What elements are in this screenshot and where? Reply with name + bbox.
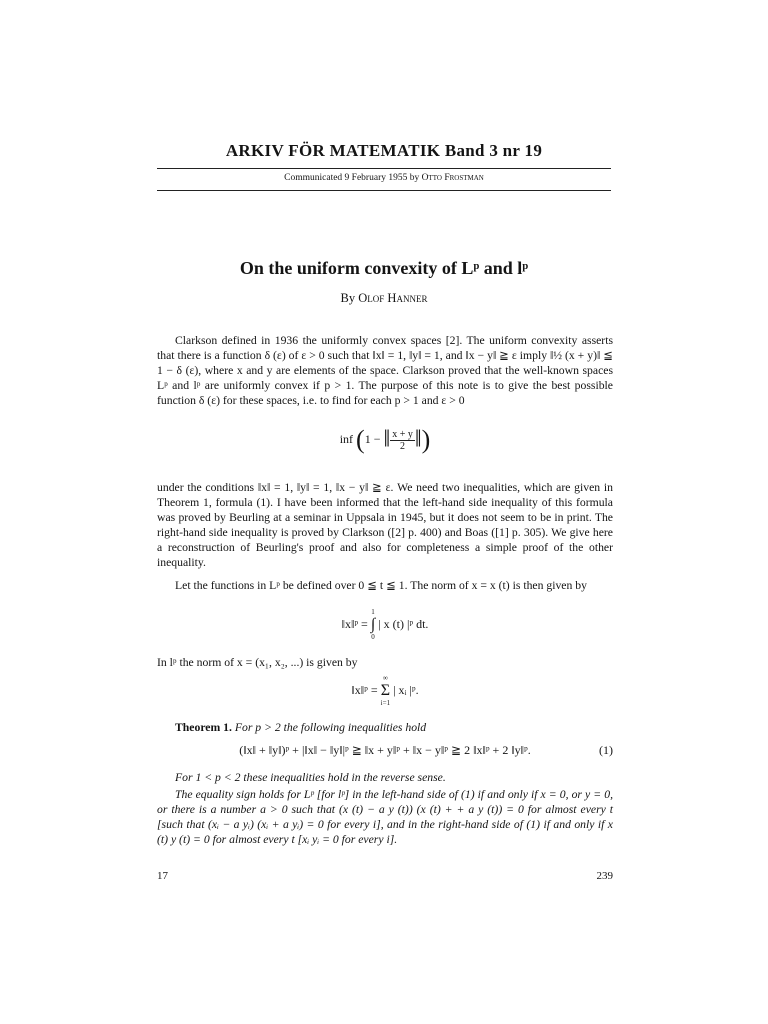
communicator-name: Otto Frostman (421, 173, 484, 183)
footer-signature: 17 (157, 870, 168, 882)
theorem-label: Theorem 1. (175, 721, 232, 734)
open-paren: ( (356, 425, 365, 454)
communicated-prefix: Communicated 9 February 1955 by (284, 173, 420, 183)
author-name: Olof Hanner (358, 291, 428, 305)
display-equation-inf (157, 425, 613, 465)
byline-prefix: By (340, 291, 356, 305)
display-equation-integral (157, 608, 613, 652)
journal-header: ARKIV FÖR MATEMATIK Band 3 nr 19 (225, 141, 543, 160)
paragraph-equality-conditions: The equality sign holds for Lᵖ [for lᵖ] in the left-hand side of (1) if and only if x = 0, or y = 0, or there is a number a > 0 such that (x (t) − a y (t)) (x (t) + + a y (t)) = 0 for almost every t [such that (xᵢ − a yᵢ) (xᵢ + a yᵢ) = 0 for every i], and in the right-hand side of (1) if and only if x (t) y (t) = 0 for almost every t [xᵢ yᵢ = 0 for every i]. (157, 788, 613, 846)
display-equation-1 (157, 743, 613, 758)
header-rule-top (157, 168, 611, 169)
integral-rhs: | x (t) |ᵖ dt. (378, 616, 429, 631)
paragraph-conditions: under the conditions ‖x‖ = 1, ‖y‖ = 1, ‖x − y‖ ≧ ε. We need two inequalities, which are given in Theorem 1, formula (1). I have been informed that the left-hand side inequality of this formula was proved by Beurling at a seminar in Uppsala in 1945, but it does not seem to be in print. The right-hand side inequality is proved by Clarkson ([2] p. 400) and Boas ([1] p. 305). We give here a reconstruction of Beurling's proof and also for completeness a simple proof of the other inequality. (157, 481, 613, 569)
theorem-statement (175, 720, 613, 735)
inf-operator: inf (339, 431, 354, 446)
paragraph-intro: Clarkson defined in 1936 the uniformly convex spaces [2]. The uniform convexity asserts that there is a function δ (ε) of ε > 0 such that ‖x‖ = 1, ‖y‖ = 1, and ‖x − y‖ ≧ ε imply ‖½ (x + y)‖ ≦ 1 − δ (ε), where x and y are elements of the space. Clarkson proved that the well-known spaces Lᵖ and lᵖ are uniformly convex if p > 1. The purpose of this note is to give the best possible function δ (ε) for these spaces, i.e. to find for each p > 1 and ε > 0 (157, 334, 613, 407)
page-number: 239 (596, 870, 613, 882)
integral-lhs: ‖x‖ᵖ = (341, 616, 368, 631)
display-equation-sum (157, 674, 613, 710)
fraction-denominator: 2 (400, 440, 406, 452)
sum-lhs: ‖x‖ᵖ = (351, 682, 378, 697)
paragraph-lp-definition: Let the functions in Lᵖ be defined over 0 ≦ t ≦ 1. The norm of x = x (t) is then given by (175, 579, 587, 592)
sum-sign: ∞ Σ i=1 (380, 674, 391, 707)
article-title: On the uniform convexity of Lᵖ and lᵖ (239, 258, 529, 278)
sum-rhs: | xᵢ |ᵖ. (393, 682, 419, 697)
norm-bar-left: ‖ (383, 426, 391, 453)
equation-1-body: (‖x‖ + ‖y‖)ᵖ + |‖x‖ − ‖y‖|ᵖ ≧ ‖x + y‖ᵖ + ‖x − y‖ᵖ ≧ 2 ‖x‖ᵖ + 2 ‖y‖ᵖ. (239, 743, 531, 757)
fraction-numerator: x + y (392, 428, 413, 440)
theorem-text: For p > 2 the following inequalities hold (234, 721, 427, 734)
byline (0, 291, 768, 306)
equation-1-number: (1) (599, 743, 613, 757)
close-paren: ) (421, 425, 431, 454)
communicated-line (157, 173, 611, 183)
header-rule-bottom (157, 190, 611, 191)
fraction (390, 429, 415, 452)
norm-bar-right: ‖ (414, 426, 422, 453)
integral-sign: 1 ∫ 0 (370, 608, 376, 641)
paragraph-reverse-sense: For 1 < p < 2 these inequalities hold in the reverse sense. (175, 771, 446, 784)
paragraph-lp-sequence: In lᵖ the norm of x = (x₁, x₂, ...) is given by (157, 656, 358, 669)
inf-one-minus: 1 − (364, 431, 381, 446)
